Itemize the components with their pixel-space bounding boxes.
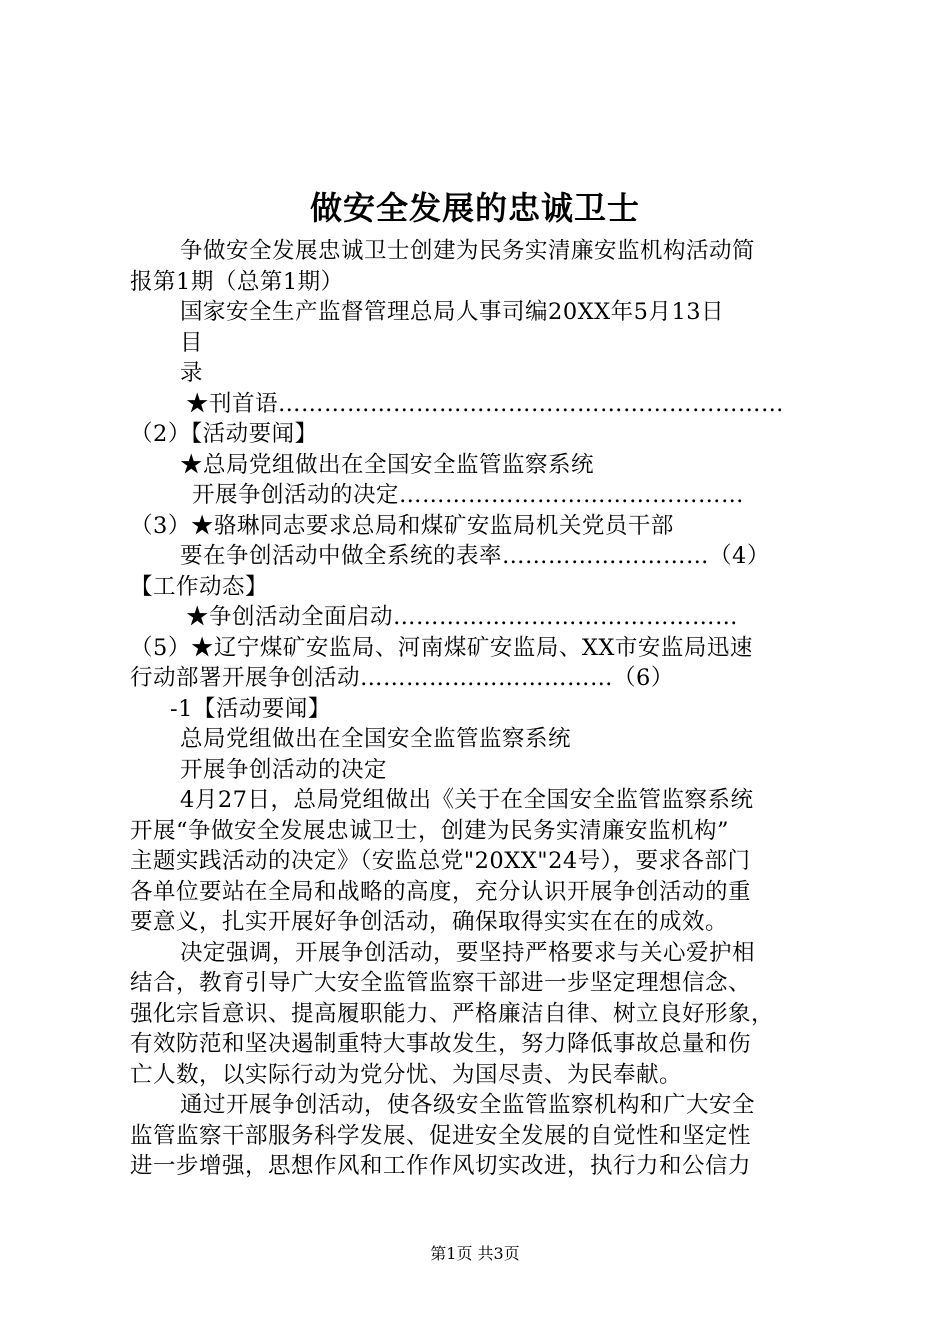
toc-item: （5）★辽宁煤矿安监局、河南煤矿安监局、XX市安监局迅速 [130,634,753,661]
paragraph-line: 监管监察干部服务科学发展、促进安全发展的自觉性和坚定性 [130,1122,752,1149]
toc-item: ★刊首语………………………………………………………… [186,390,785,417]
text-line: 报第1期（总第1期） [130,268,344,295]
paragraph-line: 进一步增强，思想作风和工作作风切实改进，执行力和公信力 [130,1153,752,1179]
paragraph-line: 有效防范和坚决遏制重特大事故发生，努力降低事故总量和伤 [130,1031,752,1057]
page-footer: 第1页 共3页 [430,1244,520,1263]
paragraph-line: 主题实践活动的决定》（安监总党"20XX"24号），要求各部门 [130,848,751,874]
text-line: 目 [180,329,204,356]
article-heading: 总局党组做出在全国安全监管监察系统 [180,726,572,752]
paragraph-line: 4月27日，总局党组做出《关于在全国安全监管监察系统 [180,787,754,813]
toc-item: 【工作动态】 [130,573,269,600]
text-line: 录 [180,360,204,386]
paragraph-line: 强化宗旨意识、提高履职能力、严格廉洁自律、树立良好形象， [130,1000,775,1027]
toc-item: ★总局党组做出在全国安全监管监察系统 [180,451,595,478]
paragraph-line: 要意义，扎实开展好争创活动，确保取得实实在在的成效。 [130,909,729,935]
document-body [130,236,850,1182]
text-line: 国家安全生产监督管理总局人事司编20XX年5月13日 [180,299,725,325]
paragraph-line: 通过开展争创活动，使各级安全监管监察机构和广大安全 [180,1092,756,1118]
paragraph-line: 开展“争做安全发展忠诚卫士，创建为民务实清廉安监机构” [130,817,730,844]
toc-item: （2）【活动要闻】 [130,421,318,447]
article-heading: 开展争创活动的决定 [180,756,388,783]
section-heading: -1【活动要闻】 [170,695,331,722]
toc-item: 行动部署开展争创活动……………………………（6） [130,665,674,691]
toc-item: 开展争创活动的决定……………………………………… [192,482,745,508]
document-title: 做安全发展的忠诚卫士 [309,189,640,227]
paragraph-line: 决定强调，开展争创活动，要坚持严格要求与关心爱护相 [180,939,756,966]
toc-item: 要在争创活动中做全系统的表率………………………（4） [180,543,770,569]
paragraph-line: 结合，教育引导广大安全监管监察干部进一步坚定理想信念、 [130,970,752,996]
text-line: 争做安全发展忠诚卫士创建为民务实清廉安监机构活动简 [180,238,756,264]
toc-item: ★争创活动全面启动……………………………………… [186,604,739,630]
paragraph-line: 各单位要站在全局和战略的高度，充分认识开展争创活动的重 [130,878,752,905]
toc-item: （3）★骆琳同志要求总局和煤矿安监局机关党员干部 [130,512,674,539]
paragraph-line: 亡人数，以实际行动为党分忧、为国尽责、为民奉献。 [130,1061,683,1088]
